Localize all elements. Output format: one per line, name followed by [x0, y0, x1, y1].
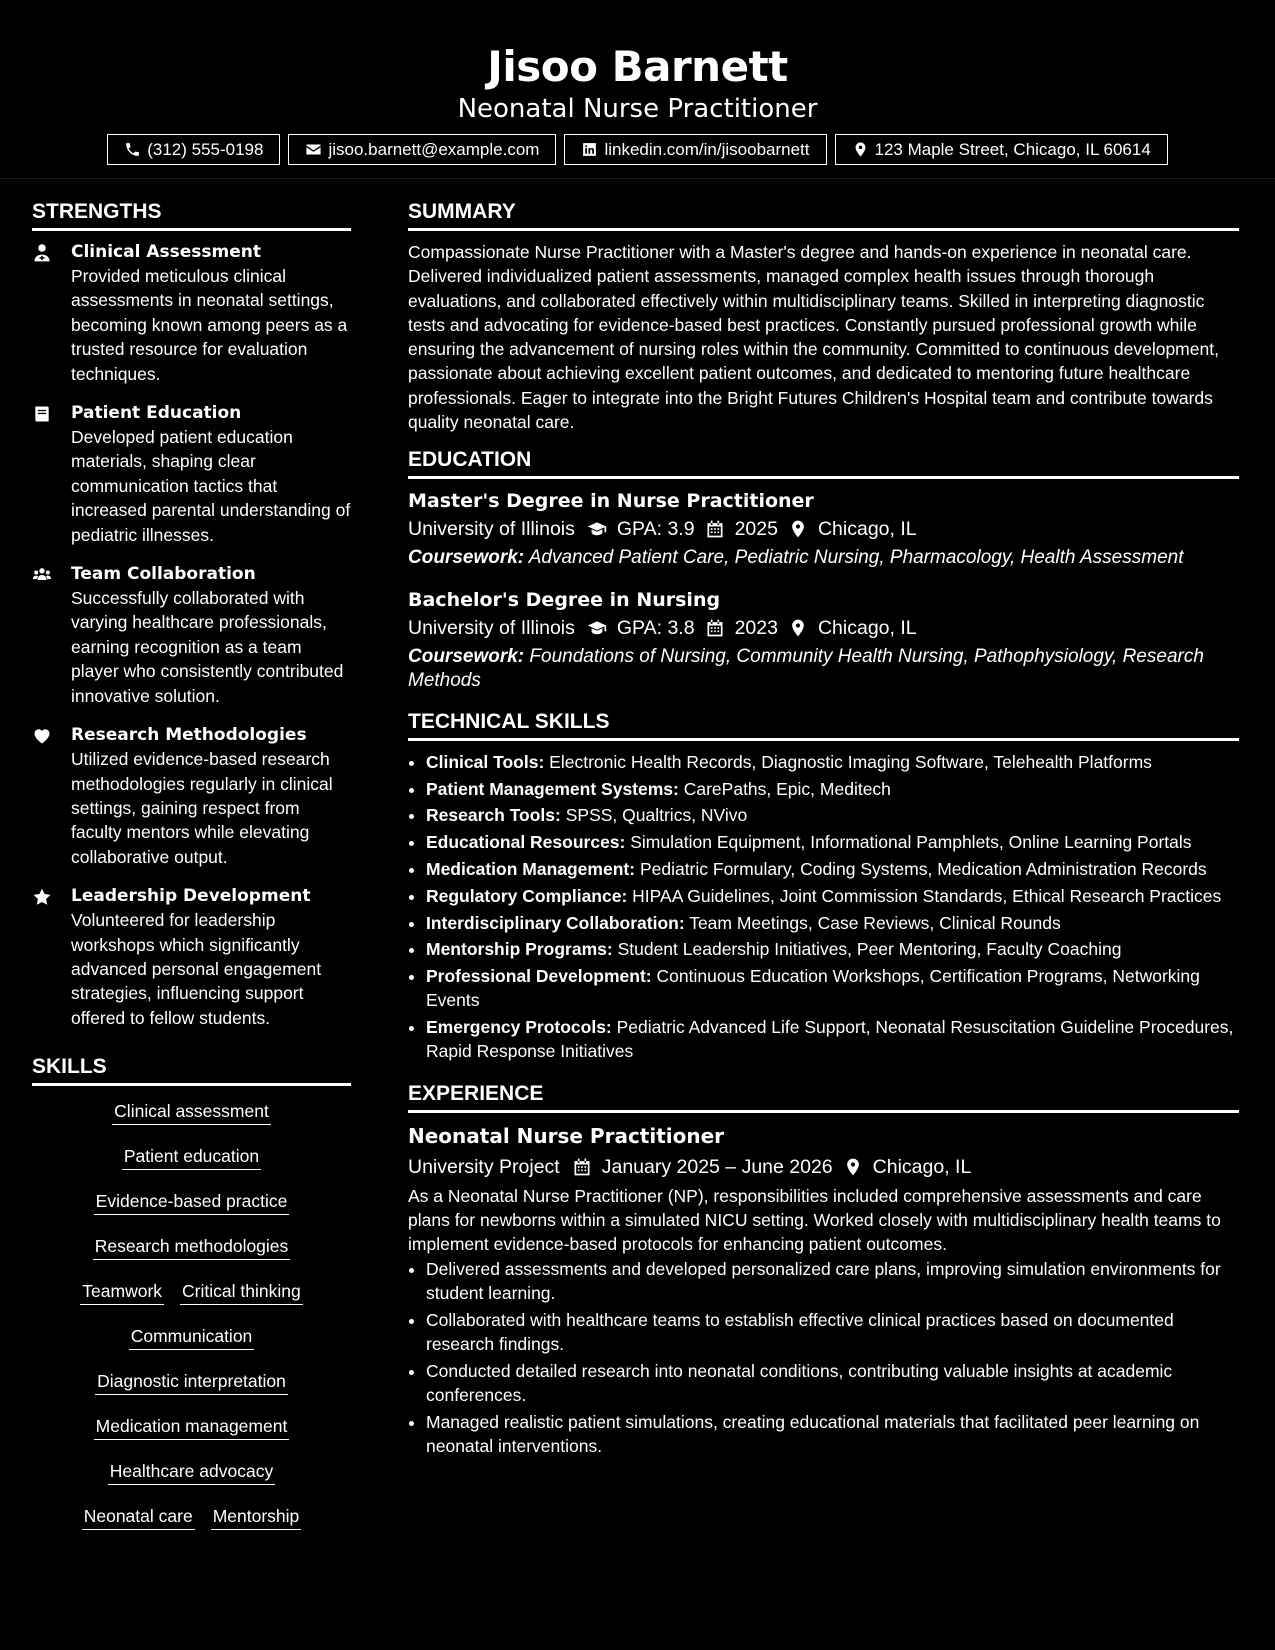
- gpa: GPA: 3.8: [616, 616, 695, 639]
- coursework: [408, 645, 1239, 694]
- job-location: Chicago, IL: [872, 1155, 972, 1178]
- job-organization: University Project: [408, 1155, 560, 1178]
- tech-skill-label: Emergency Protocols:: [426, 1017, 612, 1038]
- graduation-cap-icon: [587, 618, 607, 638]
- list-item: • Conducted detailed research into neonatal conditions, contributing valuable insights at academic conferences.: [426, 1359, 1239, 1407]
- skill-tag: Evidence-based practice: [94, 1190, 290, 1215]
- phone-icon: [124, 141, 141, 158]
- star-icon: [32, 887, 52, 907]
- job-dates: January 2025 – June 2026: [601, 1155, 833, 1178]
- strength-title: Patient Education: [71, 403, 242, 424]
- skill-tag: Research methodologies: [93, 1235, 291, 1260]
- experience-heading: EXPERIENCE: [408, 1082, 1239, 1113]
- skill-tag: Communication: [129, 1325, 255, 1350]
- list-item: [426, 884, 1239, 908]
- tech-skill-value: CarePaths, Epic, Meditech: [683, 778, 891, 799]
- list-item: [426, 750, 1239, 774]
- job-description: As a Neonatal Nurse Practitioner (NP), responsibilities included comprehensive assessments and care plans for newborns within a simulated NICU setting. Worked closely with multidisciplinary health teams to implement evidence-based protocols for enhancing patient outcomes.: [408, 1185, 1221, 1255]
- contact-address[interactable]: [835, 134, 1168, 165]
- strengths-heading: STRENGTHS: [32, 200, 351, 231]
- education-meta: [408, 613, 1239, 643]
- contact-linkedin[interactable]: [564, 134, 826, 165]
- list-item: [426, 964, 1239, 1012]
- tech-skill-value: HIPAA Guidelines, Joint Commission Standards, Ethical Research Practices: [632, 885, 1222, 906]
- envelope-icon: [305, 141, 322, 158]
- gpa: GPA: 3.9: [616, 518, 695, 541]
- school-name: University of Illinois: [408, 518, 575, 541]
- linkedin-icon: [581, 141, 598, 158]
- school-location: Chicago, IL: [817, 518, 917, 541]
- technical-skills-heading: TECHNICAL SKILLS: [408, 710, 1239, 741]
- education-meta: [408, 514, 1239, 544]
- tech-skill-label: Professional Development:: [426, 966, 652, 987]
- list-item: • Managed realistic patient simulations, creating educational materials that facilitated peer learning on neonatal interventions.: [426, 1410, 1239, 1458]
- tech-skill-value: Student Leadership Initiatives, Peer Mentoring, Faculty Coaching: [617, 939, 1122, 960]
- strength-title: Team Collaboration: [71, 564, 256, 585]
- book-icon: [32, 404, 52, 424]
- list-item: • Collaborated with healthcare teams to establish effective clinical practices based on documented research findings.: [426, 1308, 1239, 1356]
- tech-skill-label: Interdisciplinary Collaboration:: [426, 912, 685, 933]
- users-icon: [32, 565, 52, 585]
- tech-skill-value: SPSS, Qualtrics, NVivo: [565, 805, 748, 826]
- tech-skill-label: Clinical Tools:: [426, 751, 545, 772]
- map-pin-icon: [852, 141, 869, 158]
- contact-email[interactable]: [288, 134, 556, 165]
- resume-header: [0, 0, 1275, 179]
- email-text: jisoo.barnett@example.com: [328, 139, 540, 159]
- experience-meta: [408, 1152, 1239, 1182]
- coursework-list: Advanced Patient Care, Pediatric Nursing, Pharmacology, Health Assessment: [528, 547, 1184, 569]
- job-bullets: [408, 1257, 1239, 1458]
- skill-tag: Diagnostic interpretation: [95, 1370, 288, 1395]
- graduation-cap-icon: [587, 519, 607, 539]
- heart-icon: [32, 726, 52, 746]
- list-item: • Delivered assessments and developed personalized care plans, improving simulation environments for student learning.: [426, 1257, 1239, 1305]
- skill-tag: Clinical assessment: [112, 1100, 271, 1125]
- tech-skill-value: Pediatric Advanced Life Support, Neonatal Resuscitation Guideline Procedures, Rapid Response Initiatives: [426, 1017, 1234, 1062]
- tech-skill-value: Simulation Equipment, Informational Pamphlets, Online Learning Portals: [630, 832, 1192, 853]
- summary-text: Compassionate Nurse Practitioner with a Master's degree and hands-on experience in neonatal care. Delivered individualized patient assessments, managed complex health issues through thorough evaluations, and collaborated effectively within multidisciplinary teams. Skilled in interpreting diagnostic tests and advocating for evidence-based best practices. Constantly pursued professional growth while ensuring the advancement of nursing roles within the community. Committed to continuous development, passionate about achieving excellent patient outcomes, and dedicated to mentoring future healthcare professionals. Eager to integrate into the Bright Futures Children's Hospital team and contribute towards quality neonatal care.: [408, 242, 1219, 433]
- candidate-name: Jisoo Barnett: [487, 42, 788, 91]
- list-item: [426, 803, 1239, 827]
- technical-skills-list: [408, 750, 1239, 1064]
- left-column: [32, 200, 351, 1550]
- coursework-list: Foundations of Nursing, Community Health Nursing, Pathophysiology, Research Methods: [408, 645, 1204, 692]
- list-item: [426, 777, 1239, 801]
- linkedin-text: linkedin.com/in/jisoobarnett: [604, 139, 810, 159]
- phone-text: (312) 555-0198: [147, 139, 264, 159]
- strength-desc: Developed patient education materials, shaping clear communication tactics that increased parental understanding of pediatric illnesses.: [71, 427, 351, 545]
- strength-desc: Volunteered for leadership workshops which significantly advanced personal engagement strategies, influencing support offered to fellow students.: [71, 910, 322, 1028]
- calendar-icon: [705, 519, 725, 539]
- map-pin-icon: [843, 1157, 863, 1177]
- coursework-label: Coursework:: [408, 547, 525, 569]
- strength-desc: Provided meticulous clinical assessments in neonatal settings, becoming known among peers as a trusted resource for evaluation techniques.: [71, 266, 348, 384]
- school-location: Chicago, IL: [817, 616, 917, 639]
- map-pin-icon: [788, 618, 808, 638]
- strength-title: Leadership Development: [71, 886, 311, 907]
- tech-skill-label: Educational Resources:: [426, 832, 626, 853]
- tech-skill-value: Continuous Education Workshops, Certification Programs, Networking Events: [426, 966, 1200, 1011]
- degree-title: Bachelor's Degree in Nursing: [408, 588, 721, 611]
- user-doctor-icon: [32, 243, 52, 263]
- tech-skill-label: Patient Management Systems:: [426, 778, 679, 799]
- education-heading: EDUCATION: [408, 448, 1239, 479]
- skill-tag: Neonatal care: [82, 1505, 195, 1530]
- list-item: [426, 830, 1239, 854]
- strength-desc: Successfully collaborated with varying healthcare professionals, earning recognition as a team player who consistently contributed innovative solution.: [71, 588, 344, 706]
- graduation-year: 2025: [734, 518, 778, 541]
- list-item: [426, 857, 1239, 881]
- strength-desc: Utilized evidence-based research methodologies regularly in clinical settings, gaining respect from faculty mentors while elevating collaborative output.: [71, 749, 333, 867]
- skill-tag: Medication management: [94, 1415, 290, 1440]
- graduation-year: 2023: [734, 616, 778, 639]
- right-column: [408, 200, 1239, 1461]
- skills-heading: SKILLS: [32, 1055, 351, 1086]
- contact-phone[interactable]: [107, 134, 280, 165]
- education-entry: [408, 587, 1239, 694]
- school-name: University of Illinois: [408, 616, 575, 639]
- tech-skill-value: Pediatric Formulary, Coding Systems, Medication Administration Records: [639, 859, 1207, 880]
- list-item: [426, 1015, 1239, 1063]
- tech-skill-value: Team Meetings, Case Reviews, Clinical Rounds: [689, 912, 1061, 933]
- tech-skill-value: Electronic Health Records, Diagnostic Imaging Software, Telehealth Platforms: [549, 751, 1152, 772]
- skills-list: [32, 1100, 351, 1550]
- coursework-label: Coursework:: [408, 645, 525, 667]
- strength-title: Research Methodologies: [71, 725, 307, 746]
- tech-skill-label: Medication Management:: [426, 859, 636, 880]
- contact-bar: [0, 134, 1275, 165]
- tech-skill-label: Mentorship Programs:: [426, 939, 613, 960]
- skill-tag: Healthcare advocacy: [108, 1460, 275, 1485]
- skill-tag: Teamwork: [80, 1280, 164, 1305]
- list-item: [426, 937, 1239, 961]
- summary-heading: SUMMARY: [408, 200, 1239, 231]
- tech-skill-label: Research Tools:: [426, 805, 561, 826]
- list-item: [426, 911, 1239, 935]
- strength-item: [32, 884, 351, 1030]
- strength-item: [32, 562, 351, 708]
- skill-tag: Patient education: [122, 1145, 261, 1170]
- map-pin-icon: [788, 519, 808, 539]
- strength-item: [32, 401, 351, 547]
- calendar-icon: [572, 1157, 592, 1177]
- education-entry: [408, 488, 1239, 571]
- strength-title: Clinical Assessment: [71, 242, 261, 262]
- candidate-title: Neonatal Nurse Practitioner: [457, 94, 818, 124]
- strength-item: [32, 240, 351, 386]
- strength-item: [32, 723, 351, 869]
- calendar-icon: [705, 618, 725, 638]
- job-title: Neonatal Nurse Practitioner: [408, 1123, 725, 1148]
- skill-tag: Critical thinking: [180, 1280, 303, 1305]
- coursework: [408, 546, 1239, 571]
- tech-skill-label: Regulatory Compliance:: [426, 885, 628, 906]
- address-text: 123 Maple Street, Chicago, IL 60614: [874, 139, 1151, 159]
- skill-tag: Mentorship: [211, 1505, 302, 1530]
- degree-title: Master's Degree in Nurse Practitioner: [408, 490, 814, 513]
